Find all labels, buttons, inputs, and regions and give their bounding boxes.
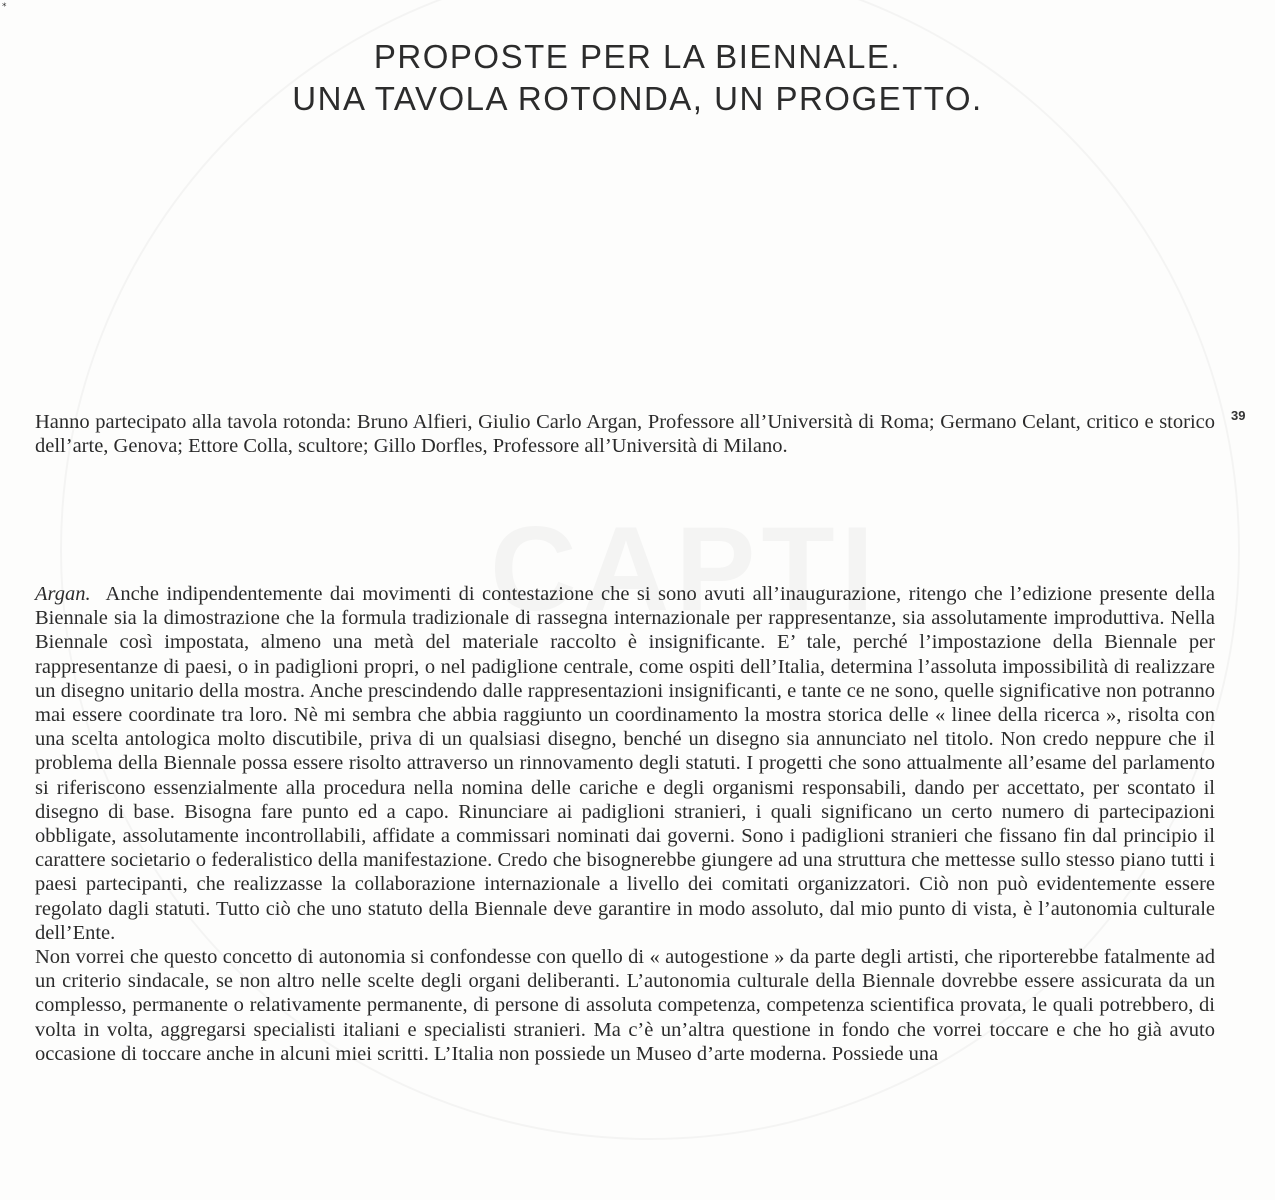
title-line-1: PROPOSTE PER LA BIENNALE. bbox=[373, 38, 902, 75]
title-line-2: UNA TAVOLA ROTONDA, UN PROGETTO. bbox=[292, 80, 983, 117]
page-title bbox=[0, 36, 1275, 120]
corner-mark: * bbox=[2, 2, 7, 12]
dialogue-section bbox=[35, 582, 1215, 1066]
speaker-name: Argan. bbox=[35, 583, 91, 605]
page-number: 39 bbox=[1231, 408, 1246, 423]
participants-paragraph: Hanno partecipato alla tavola rotonda: Bruno Alfieri, Giulio Carlo Argan, Professore all’Università di Roma; Germano Celant, critico e storico dell’arte, Genova; Ettore Colla, scultore; Gillo Dorfles, Professore all’Università di Milano. bbox=[35, 411, 1215, 458]
paragraph-text: Anche indipendentemente dai movimenti di contestazione che si sono avuti all’inaugurazione, ritengo che l’edizione presente della Biennale sia la dimostrazione che la formula tradizionale di rassegna internazionale per rappresentanze, sia assolutamente improduttiva. Nella Biennale così impostata, almeno una metà del materiale raccolto è insignificante. E’ tale, perché l’impostazione della Biennale per rappresentanze di paesi, o in padiglioni propri, o nel padiglione centrale, come ospiti dell’Italia, determina l’assoluta impossibilità di realizzare un disegno unitario della mostra. Anche prescindendo dalle rappresentazioni insignificanti, e tante ce ne sono, quelle significative non potranno mai essere coordinate tra loro. Nè mi sembra che abbia raggiunto un coordinamento la mostra storica delle « linee della ricerca », risolta con una scelta antologica molto discutibile, priva di un qualsiasi disegno, benché un disegno sia annunciato nel titolo. Non credo neppure che il problema della Biennale possa essere risolto attraverso un rinnovamento degli statuti. I progetti che sono attualmente all’esame del parlamento si riferiscono essenzialmente alla procedura nella nomina delle cariche e degli organismi responsabili, dando per accettato, per scontato il disegno di base. Bisogna fare punto ed a capo. Rinunciare ai padiglioni stranieri, i quali significano un certo numero di partecipazioni obbligate, assolutamente incontrollabili, affidate a commissari nominati dai governi. Sono i padiglioni stranieri che fissano fin dal principio il carattere societario o federalistico della manifestazione. Credo che bisognerebbe giungere ad una struttura che mettesse sullo stesso piano tutti i paesi partecipanti, che realizzasse la collaborazione internazionale a livello dei comitati organizzatori. Ciò non può evidentemente essere regolato dagli statuti. Tutto ciò che uno statuto della Biennale deve garantire in modo assoluto, dal mio punto di vista, è l’autonomia culturale dell’Ente. bbox=[35, 583, 1216, 944]
dialogue-paragraph-1 bbox=[35, 582, 1215, 945]
dialogue-paragraph-2: Non vorrei che questo concetto di autonomia si confondesse con quello di « autogestione » da parte degli artisti, che riporterebbe fatalmente ad un criterio sindacale, se non altro nelle scelte degli organi deliberanti. L’autonomia culturale della Biennale dovrebbe essere assicurata da un complesso, permanente o relativamente permanente, di persone di assoluta competenza, competenza scientifica provata, le quali potrebbero, di volta in volta, aggregarsi specialisti italiani e specialisti stranieri. Ma c’è un’altra questione in fondo che vorrei toccare e che ho già avuto occasione di toccare anche in alcuni miei scritti. L’Italia non possiede un Museo d’arte moderna. Possiede una bbox=[35, 946, 1215, 1065]
